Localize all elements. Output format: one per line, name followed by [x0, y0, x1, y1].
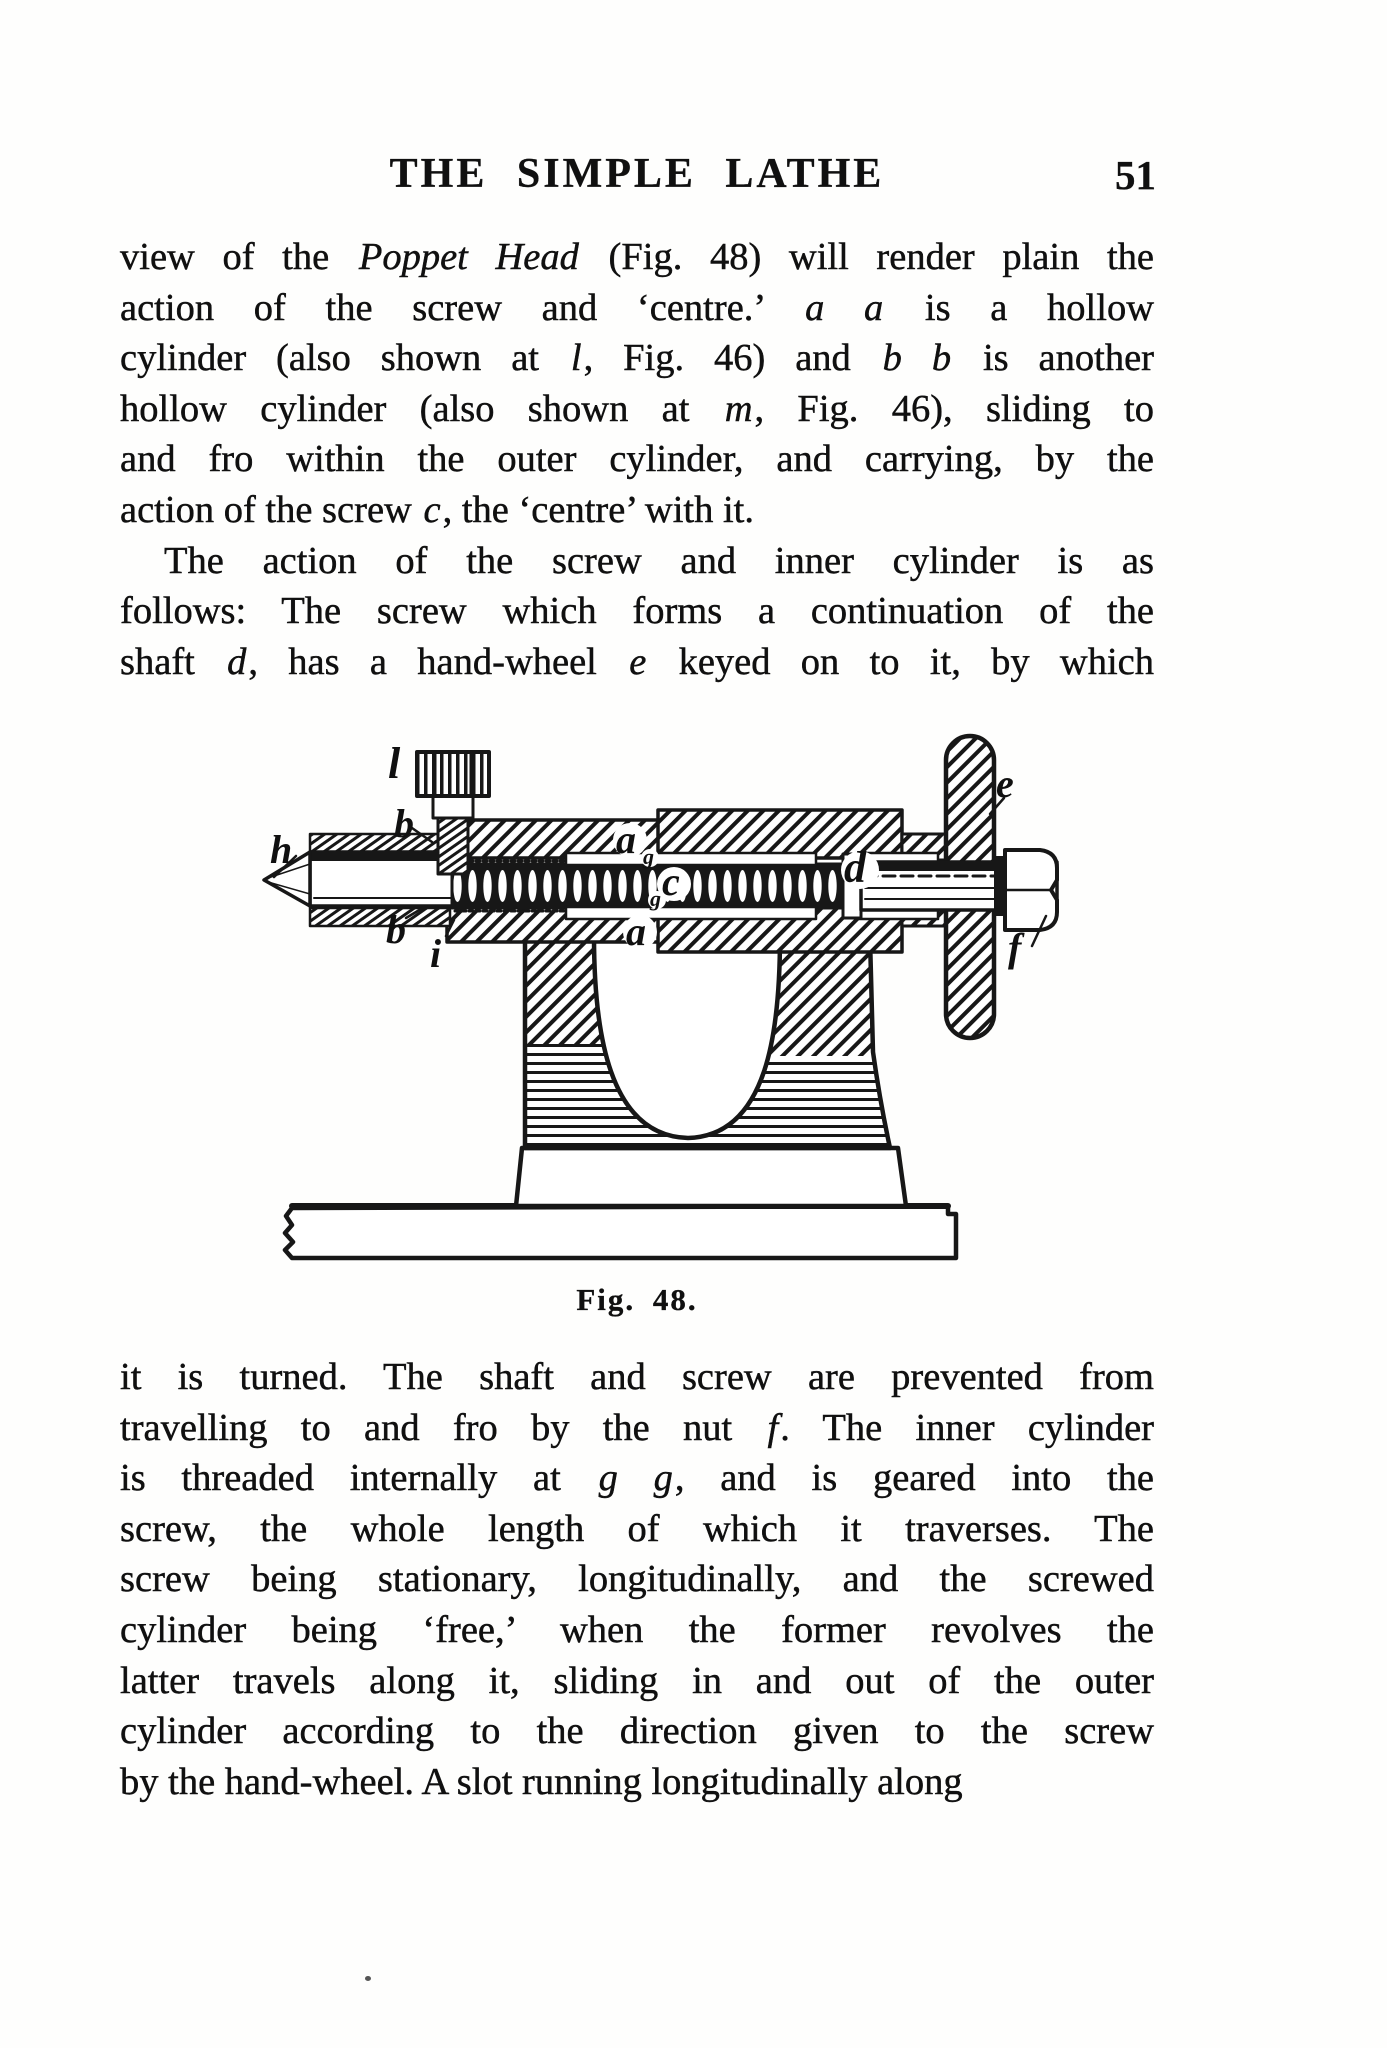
figure-part-label-b: b [386, 907, 406, 952]
text-line: hollow cylinder (also shown at m, Fig. 46), sliding to [120, 387, 1154, 430]
figure-part-label-d: d [844, 843, 866, 892]
figure-part-label-g: g [643, 844, 654, 869]
figure-part-label-c: c [662, 859, 680, 904]
figure-pedestal-body [525, 936, 895, 1148]
page-number: 51 [1115, 152, 1156, 198]
text-line: action of the screw and ‘centre.’ a a is a hollow [120, 286, 1154, 329]
text-line: latter travels along it, sliding in and out of the outer [120, 1659, 1154, 1702]
text-line: shaft d, has a hand-wheel e keyed on to it, by which [120, 640, 1155, 683]
text-line: cylinder (also shown at l, Fig. 46) and b b is another [120, 337, 1154, 380]
figure-part-label-a: a [616, 817, 636, 862]
text-block-bottom [120, 1352, 1154, 1807]
figure-part-label-h: h [270, 827, 293, 872]
text-line: view of the Poppet Head (Fig. 48) will render plain the [120, 236, 1154, 278]
text-line: action of the screw c, the ‘centre’ with it. [120, 488, 755, 531]
text-line: follows: The screw which forms a continuation of the [120, 590, 1154, 633]
figure-nut [994, 850, 1057, 930]
figure-caption: Fig. 48. [576, 1282, 698, 1317]
figure-part-label-l: l [388, 739, 401, 788]
text-line: by the hand-wheel. A slot running longitudinally along [120, 1760, 963, 1803]
figure-base-plate [285, 1206, 956, 1258]
figure-part-label-b: b [394, 801, 414, 846]
figure-part-label-e: e [996, 761, 1014, 806]
text-line: The action of the screw and inner cylinder is as [164, 539, 1154, 582]
figure-part-label-a: a [626, 909, 646, 954]
scan-artifact-dot [365, 1976, 371, 1981]
text-line: cylinder being ‘free,’ when the former revolves the [120, 1608, 1154, 1651]
figure-part-label-i: i [430, 931, 442, 976]
running-title: THE SIMPLE LATHE [389, 151, 885, 197]
text-line: screw, the whole length of which it traverses. The [120, 1507, 1154, 1550]
figure-part-label-f: f [1008, 925, 1022, 970]
figure-part-label-g: g [650, 886, 661, 911]
text-line: and fro within the outer cylinder, and carrying, by the [120, 438, 1154, 481]
text-line: cylinder according to the direction given to the screw [120, 1710, 1154, 1753]
figure-plinth [516, 1148, 906, 1206]
text-line: travelling to and fro by the nut f. The inner cylinder [120, 1406, 1154, 1449]
text-line: screw being stationary, longitudinally, and the screwed [120, 1558, 1154, 1601]
text-line: it is turned. The shaft and screw are prevented from [120, 1356, 1154, 1398]
text-line: is threaded internally at g g, and is geared into the [120, 1457, 1155, 1500]
